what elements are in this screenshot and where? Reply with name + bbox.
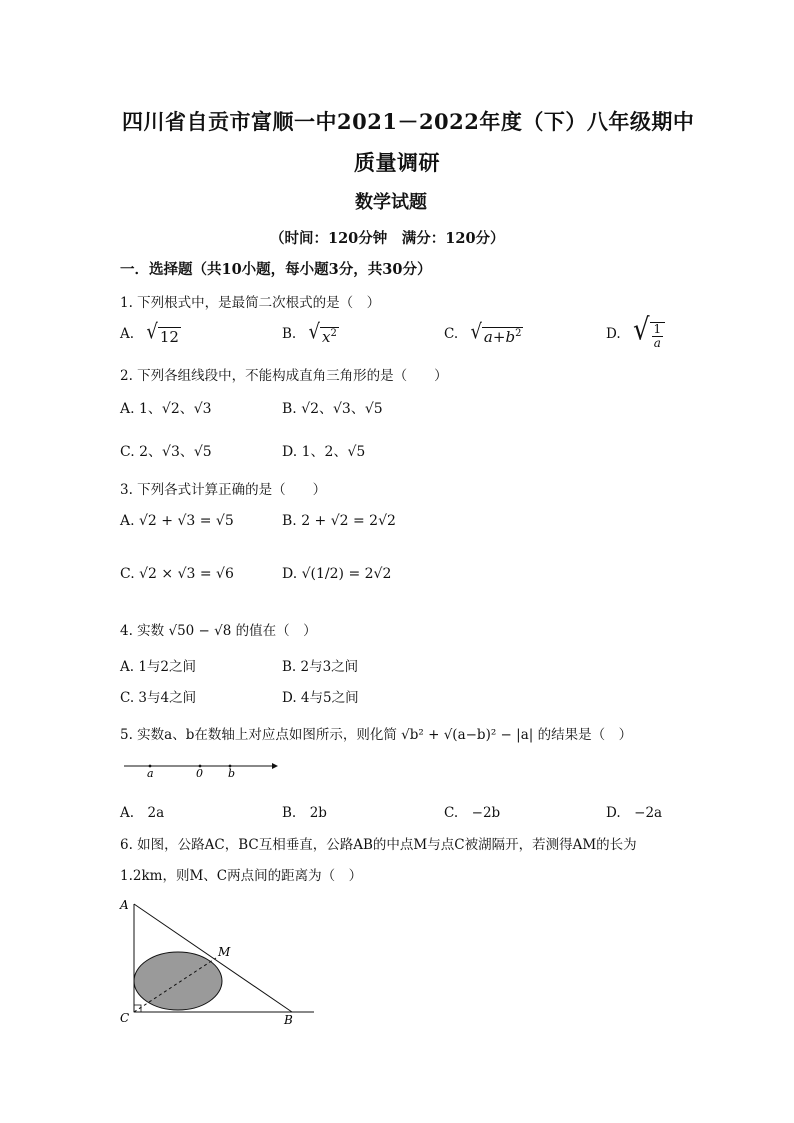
q1-option-a-math: √ 12 <box>146 320 179 346</box>
q5-option-c[interactable]: C. −2b <box>444 805 501 821</box>
section-heading: 一．选择题（共10小题，每小题3分，共30分） <box>120 261 432 278</box>
q1-b-base: x <box>322 328 331 346</box>
q1-option-c[interactable] <box>444 320 523 346</box>
q1-option-b-label: B. <box>282 326 297 342</box>
q1-option-b-math: √ $x^2$ <box>308 320 337 346</box>
q1-b-exp: 2 <box>330 328 337 339</box>
number-line <box>120 756 282 782</box>
q1-a-radicand: 12 <box>159 328 179 346</box>
q2-option-c[interactable]: C. 2、√3、√5 <box>120 444 212 460</box>
q1-option-a-label: A. <box>120 326 135 342</box>
q1-option-d[interactable] <box>606 313 665 351</box>
q1-option-b[interactable] <box>282 320 339 346</box>
number-line-label-a: a <box>147 767 154 780</box>
question-2-text: 2. 下列各组线段中，不能构成直角三角形的是（ ） <box>120 368 448 384</box>
number-line-arrow <box>272 763 278 769</box>
page-title-line1: 四川省自贡市富顺一中2021－2022年度（下）八年级期中 <box>122 109 695 134</box>
page-title-line2: 质量调研 <box>354 150 440 175</box>
subject-title: 数学试题 <box>355 192 427 213</box>
number-line-label-b: b <box>228 767 236 780</box>
q3-option-c[interactable]: C. √2 × √3 = √6 <box>120 566 234 582</box>
q4-option-a[interactable]: A. 1与2之间 <box>120 659 197 675</box>
fig-label-m: M <box>218 945 231 959</box>
q1-option-a[interactable] <box>120 320 181 346</box>
q2-option-b[interactable]: B. √2、√3、√5 <box>282 401 383 417</box>
q1-c-plus: + <box>492 328 506 346</box>
question-6-line1: 6. 如图，公路AC，BC互相垂直，公路AB的中点M与点C被湖隔开，若测得AM的长为 <box>120 837 637 853</box>
q3-option-a[interactable]: A. √2 + √3 = √5 <box>120 513 234 529</box>
question-6-line2: 1.2km，则M、C两点间的距离为（ ） <box>120 868 363 884</box>
q2-option-a[interactable]: A. 1、√2、√3 <box>120 401 212 417</box>
q3-option-d[interactable]: D. √(1/2) = 2√2 <box>282 566 392 582</box>
q1-option-d-math: √ $\frac{1}{a}$ <box>633 318 665 350</box>
q4-option-b[interactable]: B. 2与3之间 <box>282 659 359 675</box>
lake <box>134 952 222 1010</box>
fig-label-c: C <box>120 1011 130 1025</box>
q1-d-num: 1 <box>653 322 662 336</box>
q5-option-a[interactable]: A. 2a <box>120 805 165 821</box>
fig-label-b: B <box>284 1013 293 1027</box>
q5-option-b[interactable]: B. 2b <box>282 805 327 821</box>
exam-meta: （时间：120分钟 满分：120分） <box>270 230 505 247</box>
question-5-text: 5. 实数a、b在数轴上对应点如图所示，则化简 √b² + √(a−b)² − |a| 的结果是（ ） <box>120 727 633 743</box>
q3-option-b[interactable]: B. 2 + √2 = 2√2 <box>282 513 396 529</box>
q1-option-d-label: D. <box>606 326 621 343</box>
q1-d-den: a <box>653 336 661 351</box>
q1-c-exp: 2 <box>515 328 522 339</box>
q1-option-c-math: √ $a+b^2$ <box>470 320 522 346</box>
fig-label-a: A <box>120 898 129 912</box>
question-4-text: 4. 实数 √50 − √8 的值在（ ） <box>120 623 317 639</box>
question-1-text: 1. 下列根式中，是最简二次根式的是（ ） <box>120 295 381 311</box>
q4-option-c[interactable]: C. 3与4之间 <box>120 690 197 706</box>
q6-figure <box>112 892 322 1032</box>
question-3-text: 3. 下列各式计算正确的是（ ） <box>120 482 327 498</box>
q1-option-c-label: C. <box>444 326 459 342</box>
q4-option-d[interactable]: D. 4与5之间 <box>282 690 359 706</box>
q1-c-b: b <box>505 328 516 346</box>
q5-option-d[interactable]: D. −2a <box>606 805 663 821</box>
number-line-label-0: 0 <box>196 767 203 780</box>
q1-c-a: a <box>483 328 493 346</box>
q2-option-d[interactable]: D. 1、2、√5 <box>282 444 366 460</box>
